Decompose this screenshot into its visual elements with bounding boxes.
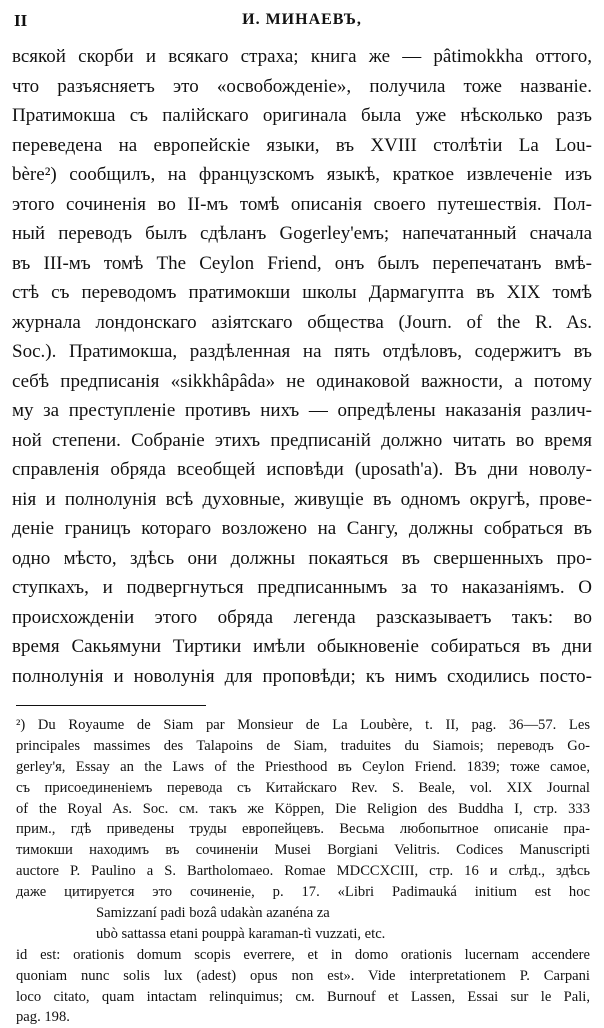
footnote-line: id est: orationis domum scopis everrere, et in domo orationis lucernam accendere — [16, 946, 590, 963]
footnote-line: auctore P. Paulino a S. Bartholomaeo. Romae MDCCXCIII, стр. 16 и слѣд., здѣсь — [16, 863, 590, 880]
footnote-line: loco citato, quam intactam relinquimus; см. Burnouf et Lassen, Essai sur le Pali, — [16, 988, 590, 1005]
footnotes — [12, 715, 592, 1028]
text-line: происхожденіи этого обряда легенда разсказываетъ такъ: во — [12, 606, 592, 628]
text-line: bère²) сообщилъ, на французскомъ языкѣ, краткое извлеченіе изъ — [12, 164, 592, 185]
text-line: справленія обряда всеобщей исповѣди (uposath'a). Въ дни новолу- — [12, 459, 592, 480]
text-line: полнолунія и новолунія для проповѣди; къ нимъ сходились посто- — [12, 665, 592, 687]
footnote-line: ²) Du Royaume de Siam par Monsieur de La Loubère, t. II, pag. 36—57. Les — [16, 717, 590, 733]
footnote-divider — [16, 705, 206, 706]
footnote-line: principales massimes des Talapoins de Siam, traduites du Siamois; переводъ Go- — [16, 737, 590, 754]
text-line: переведена на европейскіе языки, въ XVIII столѣтіи La Lou- — [12, 134, 592, 156]
footnote-quote-line: Samizzaní padi bozâ udakàn azanéna za — [96, 905, 330, 922]
text-line: что разъясняетъ это «освобожденіе», получила тоже названіе. — [12, 75, 592, 97]
text-line: Пратимокша съ палійскаго оригинала была уже нѣсколько разъ — [12, 105, 592, 126]
text-line: всякой скорби и всякаго страха; книга же — pâtimokkha оттого, — [12, 46, 592, 67]
text-line: одно мѣсто, здѣсь они должны покаяться въ свершенныхъ про- — [12, 547, 592, 569]
text-line: стѣ съ переводомъ пратимокши школы Дармагупта въ XIX томѣ — [12, 282, 592, 303]
text-line: этого сочиненія во II-мъ томѣ описанія своего путешествія. Пол- — [12, 193, 592, 215]
text-line: деніе границъ котораго возложено на Сангу, должны собраться въ — [12, 518, 592, 539]
page-number: II — [14, 11, 28, 30]
text-line: журнала лондонскаго азіятскаго общества (Journ. of the R. As. — [12, 311, 592, 333]
footnote-line: gerley'я, Essay an the Laws of the Priesthood въ Ceylon Friend. 1839; тоже самое, — [16, 758, 590, 775]
footnote-line: quoniam nunc solis lux (adest) opus non est». Vide interpretationem P. Carpani — [16, 967, 590, 984]
footnote-line: даже цитируется это сочиненіе, p. 17. «Libri Padimauká initium est hoc — [16, 884, 590, 901]
footnote-quote-line: ubò sattassa etani pouppà karaman-tì vuzzati, etc. — [96, 925, 386, 942]
text-line: себѣ предписанія «sikkhâpâda» не одинаковой важности, а потому — [12, 370, 592, 392]
footnote-line: pag. 198. — [16, 1009, 70, 1026]
page-header — [12, 8, 592, 36]
text-line: въ III-мъ томѣ The Ceylon Friend, онъ былъ перепечатанъ вмѣ- — [12, 252, 592, 274]
text-line: время Сакьямуни Тиртики имѣли обыкновеніе собираться въ дни — [12, 636, 592, 657]
text-line: му за преступленіе противъ нихъ — опредѣлены наказанія различ- — [12, 400, 592, 421]
footnote-line: прим., гдѣ приведены труды европейцевъ. Весьма любопытное описаніе пра- — [16, 821, 590, 838]
running-title: И. МИНАЕВЪ, — [242, 11, 362, 28]
main-text — [12, 42, 592, 691]
footnote-line: тимокши находимъ въ сочиненіи Musei Borgiani Velitris. Codices Manuscripti — [16, 842, 590, 859]
footnote-line: съ присоединеніемъ перевода съ Китайскаго Rev. S. Beale, vol. XIX Journal — [16, 779, 590, 796]
text-line: ной степени. Собраніе этихъ предписаній должно читать во время — [12, 429, 592, 451]
text-line: ный переводъ былъ сдѣланъ Gogerley'емъ; напечатанный сначала — [12, 223, 592, 244]
text-line: нія и полнолунія всѣ духовные, живущіе въ одномъ округѣ, прове- — [12, 488, 592, 510]
text-line: ступкахъ, и подвергнуться предписаннымъ за то наказаніямъ. О — [12, 577, 592, 598]
text-line: Soc.). Пратимокша, раздѣленная на пять отдѣловъ, содержитъ въ — [12, 341, 592, 362]
footnote-line: of the Royal As. Soc. см. такъ же Köppen, Die Religion des Buddha I, стр. 333 — [16, 800, 590, 817]
